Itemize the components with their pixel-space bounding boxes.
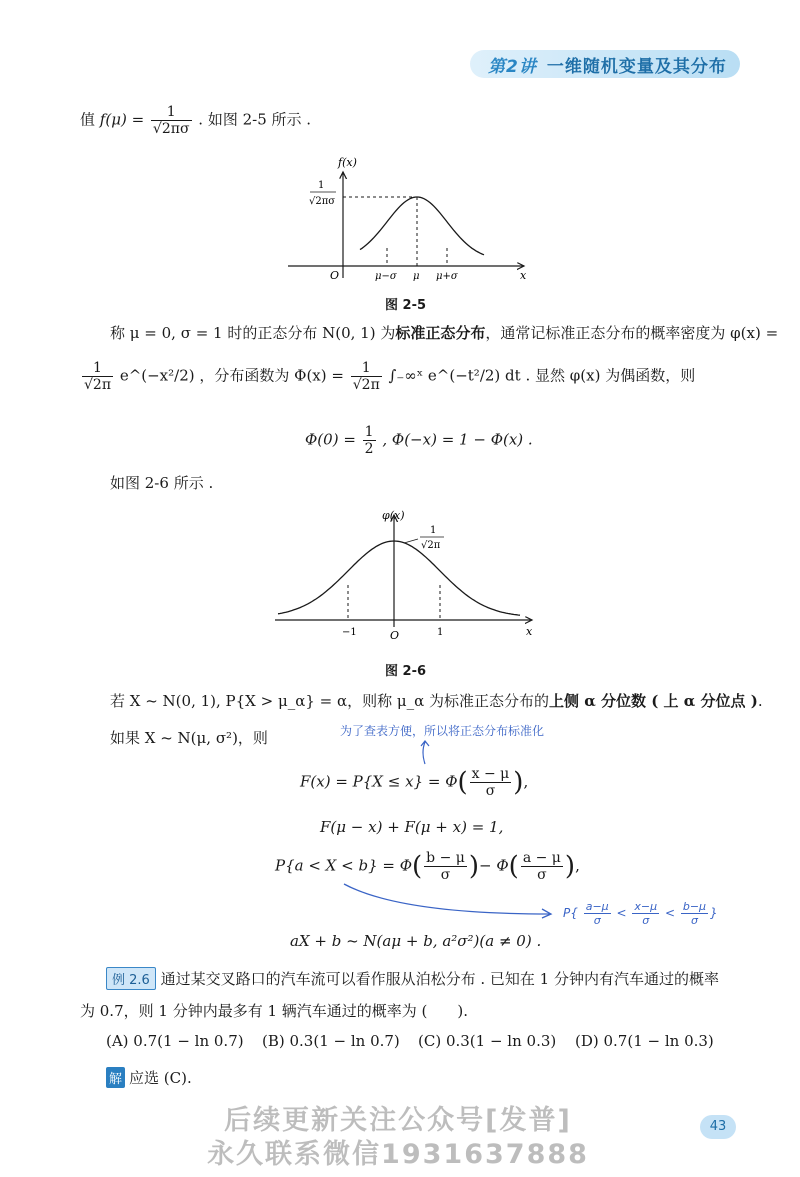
fraction: $\frac{1}{2}$	[364, 424, 374, 457]
option-b: (B) 0.3(1 − ln 0.7)	[262, 1032, 400, 1050]
figure-2-5	[280, 152, 540, 287]
page-number: 43	[700, 1115, 736, 1139]
example-line1: 例 2.6 通过某交叉路口的汽车流可以看作服从泊松分布 . 已知在 1 分钟内有汽车通过的概率	[106, 967, 719, 990]
fig25-peak-num: 1	[318, 180, 325, 191]
equation-2: F(μ − x) + F(μ + x) = 1,	[320, 818, 504, 836]
bold-term: 上侧 α 分位数 ( 上 α 分位点 )	[549, 692, 758, 710]
note-arrow	[415, 738, 435, 766]
fig26-tick: −1	[342, 627, 357, 638]
fig25-origin: O	[330, 269, 340, 282]
fig26-origin: O	[390, 629, 400, 642]
fraction: $\frac{1}{√2\pi}$	[352, 360, 380, 393]
fig26-ylabel: φ(x)	[382, 509, 405, 522]
figure-2-6-caption: 图 2-6	[385, 664, 427, 679]
watermark-line1: 后续更新关注公众号[发普]	[224, 1105, 572, 1136]
handwritten-note: 为了查表方便，所以将正态分布标准化	[340, 724, 545, 738]
figure-2-6-intro: 如图 2-6 所示 .	[110, 474, 214, 492]
std-normal-line2: $\frac{1}{√2\pi}$ e^(−x²/2) ，分布函数为 Φ(x) = $\frac{1}{√2\pi}$ ∫₋∞ˣ e^(−t²/2) dt . 显然 φ(x) 为偶函数，则	[84, 360, 696, 393]
watermark-line2: 永久联系微信1931637888	[207, 1139, 589, 1170]
example-badge: 例 2.6	[106, 967, 156, 990]
std-normal-line1: 称 μ = 0, σ = 1 时的正态分布 N(0, 1) 为标准正态分布，通常记标准正态分布的概率密度为 φ(x) =	[110, 324, 779, 342]
fig25-xlabel: x	[520, 269, 527, 282]
phi-equation: Φ(0) = $\frac{1}{2}$ , Φ(−x) = 1 − Φ(x) .	[305, 424, 533, 457]
option-c: (C) 0.3(1 − ln 0.3)	[418, 1032, 557, 1050]
fig25-tick: μ−σ	[375, 271, 397, 282]
fig25-tick: μ+σ	[436, 271, 458, 282]
density-curve	[360, 197, 484, 255]
fig26-peak-den: √2π	[421, 540, 441, 551]
option-a: (A) 0.7(1 − ln 0.7)	[106, 1032, 244, 1050]
fraction: $\frac{x-\mu}{\sigma}$	[634, 900, 658, 927]
fraction: $\frac{1}{√2\pi\sigma}$	[152, 104, 190, 137]
fig25-tick: μ	[413, 271, 420, 282]
fraction: $\frac{1}{√2\pi}$	[84, 360, 112, 393]
answer-line: 解 应选 (C).	[106, 1067, 192, 1088]
handwritten-inequality: P{ $\frac{a-\mu}{\sigma}$ < $\frac{x-\mu}{\sigma}$ < $\frac{b-\mu}{\sigma}$ }	[563, 900, 718, 927]
option-d: (D) 0.7(1 − ln 0.3)	[575, 1032, 714, 1050]
quantile-definition: 若 X ~ N(0, 1), P{X > μ_α} = α，则称 μ_α 为标准正态分布的上侧 α 分位数 ( 上 α 分位点 ).	[110, 692, 763, 710]
fig26-peak-num: 1	[430, 525, 437, 536]
fraction: $\frac{a - \mu}{\sigma}$	[522, 850, 561, 883]
fraction: $\frac{b - \mu}{\sigma}$	[426, 850, 465, 883]
fraction: $\frac{b-\mu}{\sigma}$	[682, 900, 707, 927]
chapter-header	[488, 52, 727, 77]
fig26-xlabel: x	[526, 625, 533, 638]
fig25-peak-den: √2πσ	[309, 196, 336, 207]
general-normal-line: 如果 X ~ N(μ, σ²)，则	[110, 729, 268, 747]
equation-4: aX + b ~ N(aμ + b, a²σ²)(a ≠ 0) .	[290, 932, 542, 950]
figure-2-5-caption: 图 2-5	[385, 298, 427, 313]
intro-line: 值 f(μ) = $\frac{1}{√2\pi\sigma}$ . 如图 2-5 所示 .	[80, 104, 312, 137]
fraction: $\frac{a-\mu}{\sigma}$	[585, 900, 609, 927]
fraction: $\frac{x - \mu}{\sigma}$	[471, 766, 510, 799]
fig25-ylabel: f(x)	[338, 156, 357, 169]
figure-2-6	[270, 505, 540, 645]
chapter-title: 一维随机变量及其分布	[546, 57, 727, 77]
answer-badge: 解	[106, 1067, 125, 1088]
equation-1: F(x) = P{X ≤ x} = Φ( $\frac{x - \mu}{\sigma}$ ),	[300, 766, 529, 799]
example-line2: 为 0.7，则 1 分钟内最多有 1 辆汽车通过的概率为 ( ).	[80, 1002, 469, 1020]
equation-3: P{a < X < b} = Φ( $\frac{b - \mu}{\sigma}$ )− Φ( $\frac{a - \mu}{\sigma}$ ),	[275, 850, 580, 883]
fig26-tick: 1	[437, 627, 444, 638]
bold-term: 标准正态分布	[395, 324, 486, 342]
density-curve	[278, 541, 520, 615]
lecture-number: 第2讲	[488, 57, 537, 77]
handwritten-arrow	[340, 880, 560, 920]
